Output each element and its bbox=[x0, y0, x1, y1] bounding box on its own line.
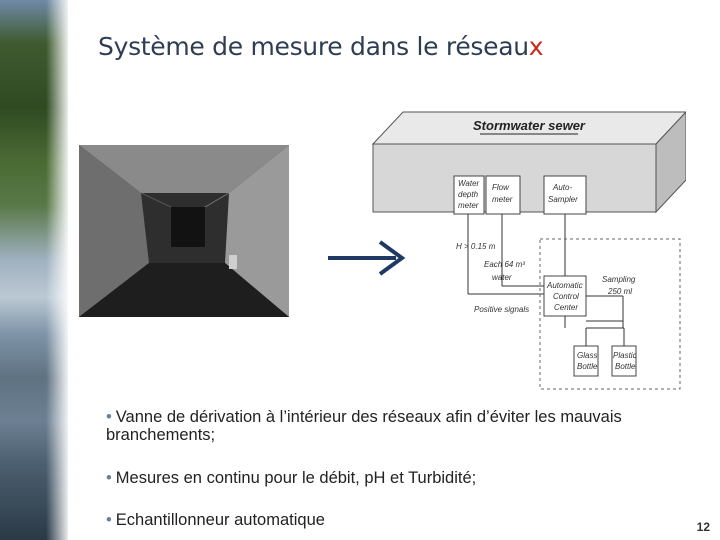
bullet-item bbox=[106, 511, 325, 529]
control-label-2: Control bbox=[553, 292, 579, 301]
sampling-label-2: 250 ml bbox=[608, 287, 633, 296]
control-label-3: Center bbox=[554, 303, 579, 312]
each-label-2: water bbox=[492, 273, 512, 282]
measurement-system-diagram bbox=[368, 106, 686, 392]
auto-sampler-label-1: Auto- bbox=[553, 183, 573, 192]
auto-sampler-label-2: Sampler bbox=[548, 195, 578, 204]
threshold-label: H > 0.15 m bbox=[456, 242, 496, 251]
plastic-bottle-label-2: Bottle bbox=[615, 362, 636, 371]
bullet-dot-icon: • bbox=[106, 469, 112, 487]
sewer-tunnel-photo bbox=[79, 145, 289, 317]
glass-bottle-label-2: Bottle bbox=[577, 362, 598, 371]
water-depth-label-2: depth bbox=[458, 190, 479, 199]
bullet-item bbox=[106, 469, 476, 487]
positive-signals-label: Positive signals bbox=[474, 305, 530, 314]
water-depth-label-3: meter bbox=[458, 201, 479, 210]
plastic-bottle-label-1: Plastic bbox=[613, 351, 637, 360]
bullet-dot-icon: • bbox=[106, 408, 112, 426]
bullet-item bbox=[106, 408, 666, 444]
bullet-text: Echantillonneur automatique bbox=[115, 511, 325, 529]
schematic-header: Stormwater sewer bbox=[473, 118, 585, 133]
glass-bottle-label-1: Glass bbox=[577, 351, 598, 360]
page-number: 12 bbox=[696, 520, 710, 534]
flow-meter-label-2: meter bbox=[492, 195, 513, 204]
sampling-label-1: Sampling bbox=[602, 275, 636, 284]
bullet-text: Mesures en continu pour le débit, pH et Turbidité; bbox=[115, 469, 477, 487]
bullet-text: Vanne de dérivation à l’intérieur des réseaux afin d’éviter les mauvais branchements; bbox=[106, 408, 622, 444]
title-text: Système de mesure dans le réseau bbox=[98, 32, 529, 61]
bullet-dot-icon: • bbox=[106, 511, 112, 529]
title-red-mark: x bbox=[528, 32, 544, 61]
each-label-1: Each 64 m³ bbox=[484, 260, 525, 269]
slide-title bbox=[98, 32, 543, 61]
water-depth-label-1: Water bbox=[458, 179, 480, 188]
control-label-1: Automatic bbox=[547, 281, 583, 290]
river-landscape-photo bbox=[0, 0, 68, 540]
flow-meter-label-1: Flow bbox=[492, 183, 509, 192]
